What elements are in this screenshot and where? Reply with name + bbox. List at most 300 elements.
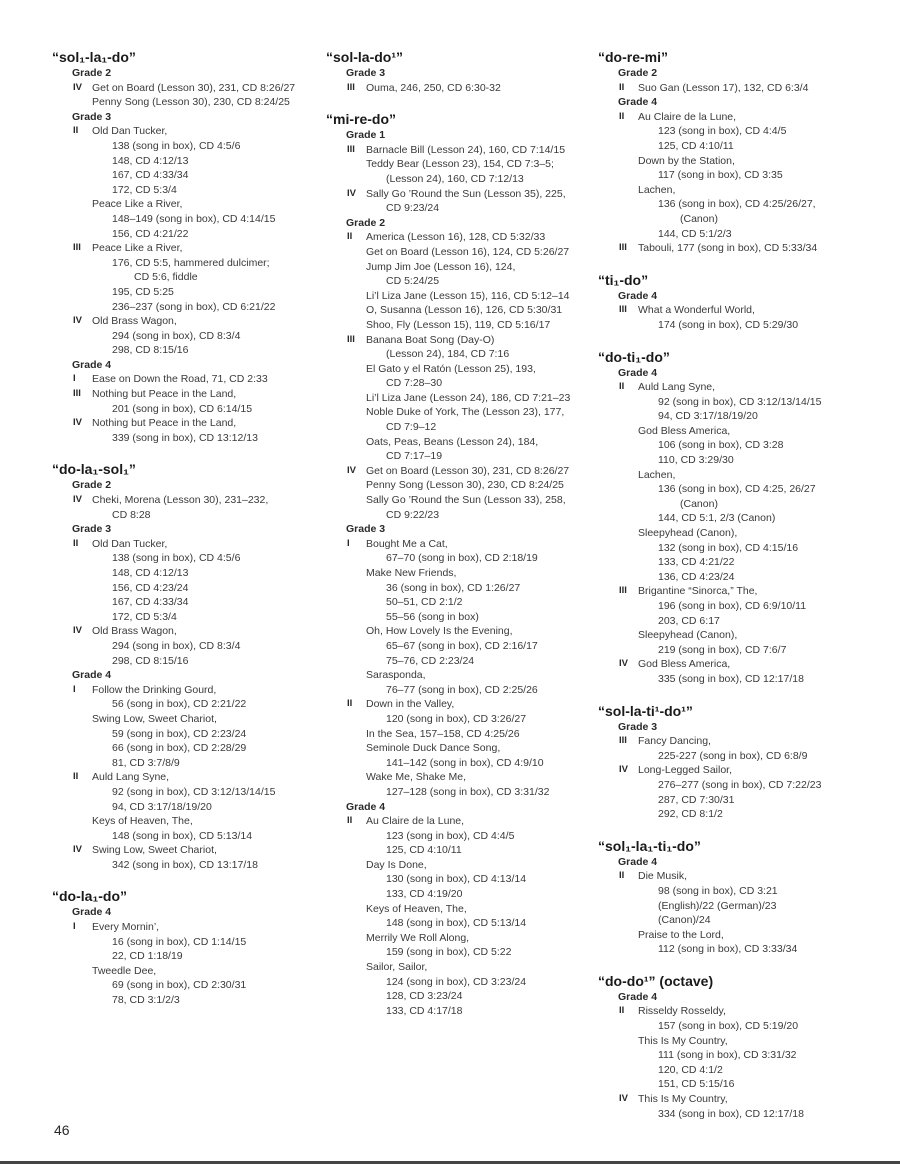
song-title: Sleepyhead (Canon), [638, 629, 738, 642]
song-entry [326, 143, 588, 158]
song-title: Ease on Down the Road, 71, CD 2:33 [92, 373, 268, 386]
song-entry [326, 230, 588, 245]
level-marker: III [347, 81, 355, 93]
page-reference: 335 (song in box), CD 12:17/18 [658, 672, 804, 685]
page-reference: 98 (song in box), CD 3:21 [658, 884, 778, 897]
page-reference: 127–128 (song in box), CD 3:31/32 [386, 785, 550, 798]
page-reference: 276–277 (song in box), CD 7:22/23 [658, 778, 822, 791]
page-reference: 148 (song in box), CD 5:13/14 [386, 917, 527, 930]
song-title: Sleepyhead (Canon), [638, 527, 738, 540]
page-reference: 287, CD 7:30/31 [658, 793, 735, 806]
page-number: 46 [54, 1122, 70, 1138]
page-reference: 138 (song in box), CD 4:5/6 [112, 552, 241, 565]
song-entry [326, 81, 588, 96]
song-title: Oh, How Lovely Is the Evening, [366, 625, 513, 638]
song-title: Merrily We Roll Along, [366, 931, 470, 944]
song-title: Sally Go ’Round the Sun (Lesson 35), 225, [366, 187, 566, 200]
song-title: Jump Jim Joe (Lesson 16), 124, [366, 260, 516, 273]
page-reference: 133, CD 4:19/20 [386, 888, 463, 901]
page-reference: 334 (song in box), CD 12:17/18 [658, 1107, 804, 1120]
song-entry [52, 197, 314, 241]
song-entry [52, 537, 314, 625]
grade-heading: Grade 4 [618, 96, 658, 109]
page-reference: 120 (song in box), CD 3:26/27 [386, 712, 527, 725]
level-marker: IV [619, 1093, 628, 1105]
page-reference: 92 (song in box), CD 3:12/13/14/15 [112, 785, 276, 798]
song-entry [52, 493, 314, 522]
song-title: Li’l Liza Jane (Lesson 24), 186, CD 7:21–23 [366, 391, 571, 404]
song-entry [52, 372, 314, 387]
page-reference: 225-227 (song in box), CD 6:8/9 [658, 749, 808, 762]
column-2 [326, 49, 588, 1034]
index-section [52, 49, 314, 445]
song-title: Down by the Station, [638, 154, 735, 167]
level-marker: II [347, 698, 353, 710]
section-title: “ti₁-do” [598, 271, 649, 288]
page-reference: 133, CD 4:17/18 [386, 1004, 463, 1017]
song-title: Auld Lang Syne, [92, 771, 170, 784]
page-reference: CD 5:6, fiddle [134, 271, 198, 284]
song-title: El Gato y el Ratón (Lesson 25), 193, [366, 362, 536, 375]
song-title: God Bless America, [638, 658, 731, 671]
song-entry [326, 260, 588, 289]
song-title: Brigantine “Sinorca,” The, [638, 585, 758, 598]
song-title: Teddy Bear (Lesson 23), 154, CD 7:3–5; [366, 158, 554, 171]
level-marker: II [347, 231, 353, 243]
song-entry [52, 416, 314, 445]
grade-heading: Grade 4 [346, 800, 386, 813]
section-title: “do-re-mi” [598, 49, 668, 65]
page-reference: 201 (song in box), CD 6:14/15 [112, 402, 253, 415]
page-reference: 176, CD 5:5, hammered dulcimer; [112, 256, 270, 269]
song-entry [326, 814, 588, 858]
song-entry [326, 902, 588, 931]
song-entry [326, 318, 588, 333]
song-title: Auld Lang Syne, [638, 381, 716, 394]
song-entry [326, 727, 588, 742]
song-entry [326, 960, 588, 1018]
index-section [52, 888, 314, 1007]
page-reference: 138 (song in box), CD 4:5/6 [112, 139, 241, 152]
page-reference: 136 (song in box), CD 4:25/26/27, [658, 198, 816, 211]
page-reference: 196 (song in box), CD 6:9/10/11 [658, 600, 807, 612]
page-reference: 120, CD 4:1/2 [658, 1063, 723, 1076]
song-title: Cheki, Morena (Lesson 30), 231–232, [92, 494, 269, 507]
grade-heading: Grade 1 [346, 129, 386, 142]
page-reference: 16 (song in box), CD 1:14/15 [112, 935, 247, 948]
song-entry [52, 95, 314, 110]
page-reference: 148–149 (song in box), CD 4:14/15 [112, 212, 276, 225]
song-title: Down in the Valley, [366, 698, 455, 711]
grade-heading: Grade 2 [72, 479, 112, 492]
page-reference: 159 (song in box), CD 5:22 [386, 946, 512, 959]
section-title: “do-la₁-do” [52, 888, 127, 905]
page-reference: 124 (song in box), CD 3:23/24 [386, 975, 527, 988]
grade-heading: Grade 2 [346, 216, 386, 229]
page-reference: 76–77 (song in box), CD 2:25/26 [386, 683, 538, 696]
song-entry [52, 814, 314, 843]
song-title: Sally Go ’Round the Sun (Lesson 33), 258, [366, 494, 566, 507]
song-title: Old Brass Wagon, [92, 315, 177, 328]
grade-heading: Grade 4 [618, 990, 658, 1003]
song-entry [326, 697, 588, 726]
level-marker: IV [347, 187, 356, 199]
song-entry [598, 763, 868, 821]
grade-heading: Grade 3 [618, 720, 658, 733]
song-entry [326, 537, 588, 566]
page-reference: CD 8:28 [112, 508, 151, 521]
page-reference: 167, CD 4:33/34 [112, 596, 189, 609]
page-reference: 94, CD 3:17/18/19/20 [112, 800, 212, 813]
song-entry [598, 303, 868, 332]
song-entry [598, 241, 868, 256]
page-reference: 92 (song in box), CD 3:12/13/14/15 [658, 395, 822, 408]
page-reference: 50–51, CD 2:1/2 [386, 596, 463, 609]
song-title: Li’l Liza Jane (Lesson 15), 116, CD 5:12–14 [366, 289, 570, 302]
song-title: Fancy Dancing, [638, 735, 711, 748]
level-marker: II [73, 125, 79, 137]
song-title: Keys of Heaven, The, [92, 815, 193, 828]
level-marker: IV [73, 844, 82, 856]
song-title: Sarasponda, [366, 669, 426, 682]
grade-heading: Grade 3 [72, 523, 112, 536]
song-entry [52, 624, 314, 668]
level-marker: IV [73, 81, 82, 93]
song-entry [598, 110, 868, 154]
song-title: Follow the Drinking Gourd, [92, 683, 217, 696]
page-reference: 144, CD 5:1/2/3 [658, 227, 732, 240]
song-entry [598, 526, 868, 584]
level-marker: III [619, 304, 627, 316]
level-marker: IV [619, 764, 628, 776]
song-entry [598, 154, 868, 183]
page-reference: 123 (song in box), CD 4:4/5 [386, 829, 515, 842]
song-title: Penny Song (Lesson 30), 230, CD 8:24/25 [366, 479, 564, 492]
song-title: Oats, Peas, Beans (Lesson 24), 184, [366, 435, 539, 448]
page-reference: (English)/22 (German)/23 [658, 899, 777, 912]
page-reference: 125, CD 4:10/11 [658, 139, 734, 152]
song-title: Wake Me, Shake Me, [366, 771, 466, 784]
level-marker: II [619, 81, 625, 93]
page-reference: 148, CD 4:12/13 [112, 567, 189, 579]
page-reference: 167, CD 4:33/34 [112, 169, 189, 182]
grade-heading: Grade 3 [346, 67, 386, 79]
grade-heading: Grade 4 [72, 669, 112, 682]
page-reference: 65–67 (song in box), CD 2:16/17 [386, 639, 538, 652]
song-entry [52, 241, 314, 314]
song-entry [326, 405, 588, 434]
page-reference: 236–237 (song in box), CD 6:21/22 [112, 300, 276, 313]
level-marker: IV [73, 625, 82, 637]
song-title: Get on Board (Lesson 16), 124, CD 5:26/27 [366, 245, 570, 258]
song-title: Tabouli, 177 (song in box), CD 5:33/34 [638, 242, 818, 255]
level-marker: II [619, 381, 625, 393]
page-reference: 342 (song in box), CD 13:17/18 [112, 858, 258, 871]
level-marker: III [73, 388, 81, 400]
song-entry [598, 1092, 868, 1121]
page-reference: 172, CD 5:3/4 [112, 610, 177, 623]
song-title: Lachen, [638, 468, 676, 481]
page-reference: 67–70 (song in box), CD 2:18/19 [386, 552, 538, 565]
page-reference: 56 (song in box), CD 2:21/22 [112, 698, 247, 711]
grade-heading: Grade 2 [72, 67, 112, 79]
song-title: Shoo, Fly (Lesson 15), 119, CD 5:16/17 [366, 318, 551, 331]
page-reference: CD 5:24/25 [386, 275, 440, 288]
level-marker: II [73, 537, 79, 549]
song-entry [326, 624, 588, 668]
level-marker: I [347, 537, 350, 549]
song-title: Banana Boat Song (Day-O) [366, 333, 495, 346]
page-reference: 298, CD 8:15/16 [112, 344, 189, 357]
page-reference: 136 (song in box), CD 4:25, 26/27 [658, 483, 816, 496]
page-reference: 59 (song in box), CD 2:23/24 [112, 727, 247, 740]
song-entry [52, 387, 314, 416]
song-entry [598, 628, 868, 657]
page-reference: 156, CD 4:23/24 [112, 581, 189, 594]
page-reference: 130 (song in box), CD 4:13/14 [386, 873, 527, 886]
song-entry [52, 964, 314, 1008]
song-title: This Is My Country, [638, 1034, 728, 1047]
grade-heading: Grade 4 [618, 289, 658, 302]
column-1 [52, 49, 314, 1024]
song-entry [326, 668, 588, 697]
page-reference: 36 (song in box), CD 1:26/27 [386, 581, 521, 594]
song-entry [326, 362, 588, 391]
song-entry [598, 928, 868, 957]
song-entry [326, 741, 588, 770]
song-title: O, Susanna (Lesson 16), 126, CD 5:30/31 [366, 304, 563, 317]
section-title: “mi-re-do” [326, 111, 396, 128]
page-reference: 112 (song in box), CD 3:33/34 [658, 943, 798, 956]
page-reference: 136, CD 4:23/24 [658, 570, 735, 583]
song-entry [52, 770, 314, 814]
page-reference: 298, CD 8:15/16 [112, 654, 189, 667]
song-entry [598, 869, 868, 927]
page-reference: 132 (song in box), CD 4:15/16 [658, 541, 799, 554]
index-section [598, 838, 868, 957]
section-title: “do-ti₁-do” [598, 348, 670, 365]
song-entry [326, 333, 588, 362]
song-title: Make New Friends, [366, 567, 457, 579]
song-title: Au Claire de la Lune, [366, 815, 465, 828]
section-title: “sol₁-la₁-do” [52, 49, 136, 65]
song-entry [326, 858, 588, 902]
song-title: Praise to the Lord, [638, 928, 724, 941]
song-entry [598, 424, 868, 468]
level-marker: IV [73, 417, 82, 429]
grade-heading: Grade 4 [72, 906, 112, 919]
page-reference: CD 7:17–19 [386, 450, 443, 463]
page-reference: 22, CD 1:18/19 [112, 950, 183, 963]
section-title: “sol-la-do¹” [326, 49, 403, 65]
page-reference: (Canon)/24 [658, 914, 711, 927]
song-title: Old Dan Tucker, [92, 125, 168, 138]
song-title: Sailor, Sailor, [366, 961, 428, 974]
song-title: This Is My Country, [638, 1093, 728, 1106]
page-reference: 69 (song in box), CD 2:30/31 [112, 979, 247, 992]
page-reference: 157 (song in box), CD 5:19/20 [658, 1020, 799, 1033]
song-entry [52, 920, 314, 964]
section-title: “do-la₁-sol₁” [52, 461, 136, 478]
section-title: “do-do¹” (octave) [598, 972, 714, 989]
page-reference: 111 (song in box), CD 3:31/32 [658, 1049, 797, 1062]
song-entry [598, 183, 868, 241]
page-reference: 294 (song in box), CD 8:3/4 [112, 639, 241, 652]
grade-heading: Grade 4 [72, 358, 112, 371]
song-title: Lachen, [638, 183, 676, 196]
column-3 [598, 49, 868, 1137]
song-entry [326, 435, 588, 464]
song-title: What a Wonderful World, [638, 304, 755, 317]
page-reference: 133, CD 4:21/22 [658, 556, 735, 569]
page-reference: 148, CD 4:12/13 [112, 154, 189, 167]
song-title: Barnacle Bill (Lesson 24), 160, CD 7:14/15 [366, 143, 566, 156]
grade-heading: Grade 4 [618, 855, 658, 868]
song-entry [52, 683, 314, 712]
song-title: Old Dan Tucker, [92, 537, 168, 550]
song-title: In the Sea, 157–158, CD 4:25/26 [366, 727, 520, 740]
grade-heading: Grade 2 [618, 67, 658, 79]
song-entry [326, 493, 588, 522]
page-reference: 174 (song in box), CD 5:29/30 [658, 318, 799, 331]
page-reference: 144, CD 5:1, 2/3 (Canon) [658, 512, 776, 525]
level-marker: III [619, 242, 627, 254]
grade-heading: Grade 3 [72, 110, 112, 123]
page-reference: 106 (song in box), CD 3:28 [658, 439, 784, 452]
song-entry [326, 245, 588, 260]
song-entry [598, 584, 868, 628]
song-entry [326, 931, 588, 960]
level-marker: IV [73, 315, 82, 327]
song-title: Peace Like a River, [92, 198, 183, 211]
page-reference: 78, CD 3:1/2/3 [112, 994, 180, 1007]
page-reference: 148 (song in box), CD 5:13/14 [112, 829, 253, 842]
index-section [598, 973, 868, 1121]
page-reference: 94, CD 3:17/18/19/20 [658, 410, 758, 423]
song-title: God Bless America, [638, 424, 731, 437]
song-entry [598, 734, 868, 763]
page-reference: 195, CD 5:25 [112, 285, 174, 298]
song-entry [52, 712, 314, 770]
level-marker: II [619, 110, 625, 122]
index-section [52, 461, 314, 872]
song-title: Bought Me a Cat, [366, 537, 448, 550]
page-reference: 81, CD 3:7/8/9 [112, 756, 180, 769]
song-title: Ouma, 246, 250, CD 6:30-32 [366, 81, 501, 94]
song-entry [52, 124, 314, 197]
song-title: America (Lesson 16), 128, CD 5:32/33 [366, 231, 546, 244]
index-section [598, 272, 868, 333]
level-marker: III [347, 143, 355, 155]
page-reference: CD 9:22/23 [386, 508, 440, 521]
level-marker: II [347, 815, 353, 827]
index-section [326, 111, 588, 1018]
section-title: “sol₁-la₁-ti₁-do” [598, 837, 701, 854]
page-reference: CD 7:9–12 [386, 421, 437, 434]
song-entry [326, 303, 588, 318]
song-title: Keys of Heaven, The, [366, 902, 467, 915]
page-reference: 66 (song in box), CD 2:28/29 [112, 742, 247, 755]
song-entry [52, 314, 314, 358]
song-title: Suo Gan (Lesson 17), 132, CD 6:3/4 [638, 81, 809, 94]
page-reference: 75–76, CD 2:23/24 [386, 654, 475, 667]
page-reference: (Canon) [680, 212, 718, 225]
page-reference: 141–142 (song in box), CD 4:9/10 [386, 756, 544, 769]
song-title: Penny Song (Lesson 30), 230, CD 8:24/25 [92, 96, 290, 109]
song-title: Day Is Done, [366, 858, 427, 871]
page-reference: CD 9:23/24 [386, 202, 440, 215]
song-entry [598, 657, 868, 686]
index-section [326, 49, 588, 95]
song-entry [52, 81, 314, 96]
page-reference: 55–56 (song in box) [386, 610, 479, 623]
level-marker: II [73, 771, 79, 783]
song-title: Au Claire de la Lune, [638, 110, 737, 123]
grade-heading: Grade 4 [618, 366, 658, 379]
page-reference: 110, CD 3:29/30 [658, 454, 734, 467]
song-entry [598, 380, 868, 424]
song-title: Get on Board (Lesson 30), 231, CD 8:26/27 [366, 464, 570, 477]
page-reference: 123 (song in box), CD 4:4/5 [658, 125, 787, 138]
song-entry [326, 770, 588, 799]
song-entry [326, 289, 588, 304]
song-title: Risseldy Rosseldy, [638, 1005, 726, 1018]
song-entry [52, 843, 314, 872]
level-marker: III [347, 333, 355, 345]
level-marker: IV [347, 464, 356, 476]
song-entry [326, 391, 588, 406]
page-reference: 294 (song in box), CD 8:3/4 [112, 329, 241, 342]
page-reference: 125, CD 4:10/11 [386, 844, 462, 857]
song-title: Get on Board (Lesson 30), 231, CD 8:26/27 [92, 81, 296, 94]
page-reference: 151, CD 5:15/16 [658, 1078, 735, 1091]
song-title: Nothing but Peace in the Land, [92, 417, 237, 430]
page-reference: (Lesson 24), 184, CD 7:16 [386, 348, 510, 361]
song-entry [598, 1004, 868, 1033]
song-entry [326, 157, 588, 186]
song-title: Nothing but Peace in the Land, [92, 388, 237, 401]
song-title: Old Brass Wagon, [92, 625, 177, 638]
level-marker: II [619, 1005, 625, 1017]
song-title: Long-Legged Sailor, [638, 764, 732, 777]
page-reference: 172, CD 5:3/4 [112, 183, 177, 196]
page-reference: CD 7:28–30 [386, 377, 443, 390]
song-title: Tweedle Dee, [92, 964, 157, 977]
page-reference: 156, CD 4:21/22 [112, 227, 189, 240]
level-marker: III [619, 735, 627, 747]
section-title: “sol-la-ti¹-do¹” [598, 702, 693, 719]
index-section [598, 349, 868, 687]
level-marker: II [619, 870, 625, 882]
level-marker: III [619, 585, 627, 597]
song-entry [598, 81, 868, 96]
page-reference: (Canon) [680, 497, 718, 510]
song-title: Swing Low, Sweet Chariot, [92, 844, 217, 857]
song-title: Every Mornin’, [92, 921, 160, 934]
song-entry [326, 464, 588, 479]
song-entry [326, 566, 588, 624]
song-title: Die Musik, [638, 870, 688, 883]
page-reference: 117 (song in box), CD 3:35 [658, 169, 783, 182]
song-title: Swing Low, Sweet Chariot, [92, 712, 217, 725]
index-section [598, 703, 868, 822]
page-reference: 292, CD 8:1/2 [658, 808, 723, 821]
index-section [598, 49, 868, 256]
page-reference: (Lesson 24), 160, CD 7:12/13 [386, 172, 524, 185]
song-entry [326, 187, 588, 216]
level-marker: I [73, 921, 76, 933]
level-marker: I [73, 373, 76, 385]
